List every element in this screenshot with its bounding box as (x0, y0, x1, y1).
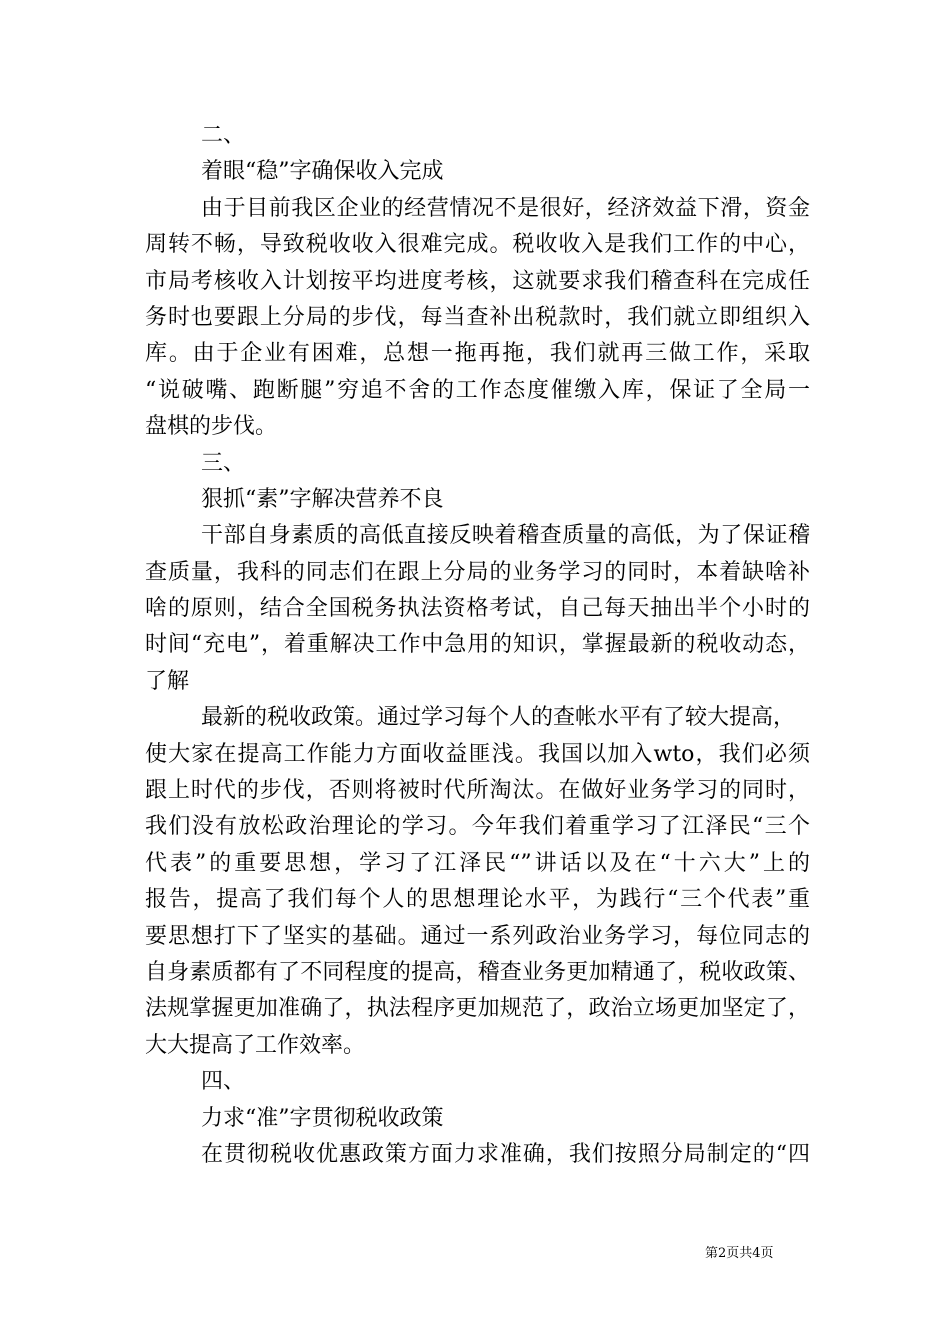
paragraph-line: 周转不畅，导致税收收入很难完成。税收收入是我们工作的中心， (145, 232, 810, 258)
paragraph-line: 在贯彻税收优惠政策方面力求准确，我们按照分局制定的“四 (201, 1141, 810, 1167)
paragraph-line: 跟上时代的步伐，否则将被时代所淘汰。在做好业务学习的同时， (145, 778, 810, 804)
paragraph-line: 我们没有放松政治理论的学习。今年我们着重学习了江泽民“三个 (145, 814, 810, 840)
paragraph-line: “说破嘴、跑断腿”穷追不舍的工作态度催缴入库，保证了全局一 (145, 377, 810, 403)
section-heading: 力求“准”字贯彻税收政策 (201, 1105, 444, 1131)
paragraph-line: 自身素质都有了不同程度的提高，稽查业务更加精通了，税收政策、 (145, 959, 810, 985)
paragraph-line: 最新的税收政策。通过学习每个人的查帐水平有了较大提高， (201, 705, 796, 731)
paragraph-line: 务时也要跟上分局的步伐，每当查补出税款时，我们就立即组织入 (145, 304, 810, 330)
paragraph-line: 报告，提高了我们每个人的思想理论水平，为践行“三个代表”重 (145, 887, 810, 913)
document-body (145, 118, 810, 1173)
page-indicator: 第2页共4页 (705, 1246, 774, 1261)
paragraph-line: 干部自身素质的高低直接反映着稽查质量的高低，为了保证稽 (201, 523, 810, 549)
paragraph-line: 由于目前我区企业的经营情况不是很好，经济效益下滑，资金 (201, 195, 810, 221)
paragraph-line: 市局考核收入计划按平均进度考核，这就要求我们稽查科在完成任 (145, 268, 810, 294)
section-number: 四、 (201, 1069, 246, 1095)
paragraph-line: 法规掌握更加准确了，执法程序更加规范了，政治立场更加坚定了， (145, 996, 810, 1022)
paragraph-line: 使大家在提高工作能力方面收益匪浅。我国以加入wto，我们必须 (145, 741, 810, 767)
paragraph-line: 了解 (145, 668, 190, 694)
paragraph-line: 库。由于企业有困难，总想一拖再拖，我们就再三做工作，采取 (145, 341, 810, 367)
paragraph-line: 啥的原则，结合全国税务执法资格考试，自己每天抽出半个小时的 (145, 596, 810, 622)
paragraph-line: 要思想打下了坚实的基础。通过一系列政治业务学习，每位同志的 (145, 923, 810, 949)
paragraph-line: 代表”的重要思想，学习了江泽民“”讲话以及在“十六大”上的 (145, 850, 810, 876)
section-heading: 狠抓“素”字解决营养不良 (201, 486, 444, 512)
paragraph-line: 时间“充电”，着重解决工作中急用的知识，掌握最新的税收动态， (145, 632, 810, 658)
paragraph-line: 盘棋的步伐。 (145, 414, 278, 440)
section-heading: 着眼“稳”字确保收入完成 (201, 159, 444, 185)
section-number: 三、 (201, 450, 246, 476)
paragraph-line: 大大提高了工作效率。 (145, 1032, 366, 1058)
paragraph-line: 查质量，我科的同志们在跟上分局的业务学习的同时，本着缺啥补 (145, 559, 810, 585)
section-number: 二、 (201, 123, 246, 148)
